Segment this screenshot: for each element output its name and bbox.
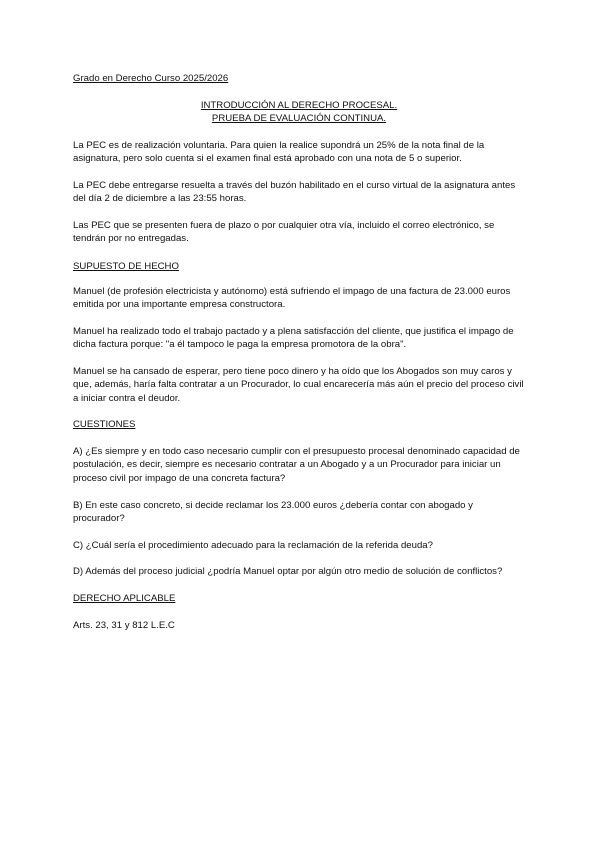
intro-paragraph-2: La PEC debe entregarse resuelta a través del buzón habilitado en el curso virtual de la asignatura antes del día 2 de diciembre a las 23:55 horas. <box>73 180 516 205</box>
intro-paragraph-1: La PEC es de realización voluntaria. Para quien la realice supondrá un 25% de la nota final de la asignatura, pero solo cuenta si el examen final está aprobado con una nota de 5 o superior. <box>73 140 485 165</box>
questions-heading: CUESTIONES <box>73 419 136 430</box>
law-text: Arts. 23, 31 y 812 L.E.C <box>73 620 175 631</box>
question-d: D) Además del proceso judicial ¿podría Manuel optar por algún otro medio de solución de conflictos? <box>73 566 503 577</box>
facts-paragraph-2: Manuel ha realizado todo el trabajo pactado y a plena satisfacción del cliente, que justifica el impago de dicha factura porque: "a él tampoco le paga la empresa promotora de la obra". <box>73 326 514 351</box>
question-b: B) En este caso concreto, si decide reclamar los 23.000 euros ¿debería contar con abogado y procurador? <box>73 500 473 525</box>
facts-heading: SUPUESTO DE HECHO <box>73 261 179 272</box>
title-line-2: PRUEBA DE EVALUACIÓN CONTINUA. <box>211 113 387 124</box>
title-line-1: INTRODUCCIÓN AL DERECHO PROCESAL. <box>200 100 398 111</box>
question-c: C) ¿Cuál sería el procedimiento adecuado para la reclamación de la referida deuda? <box>73 540 433 551</box>
facts-paragraph-1: Manuel (de profesión electricista y autónomo) está sufriendo el impago de una factura de 23.000 euros emitida por una importante empresa constructora. <box>73 286 511 311</box>
law-heading: DERECHO APLICABLE <box>73 593 176 604</box>
facts-paragraph-3: Manuel se ha cansado de esperar, pero tiene poco dinero y ha oído que los Abogados son muy caros y que, además, haría falta contratar a un Procurador, lo cual encarecería más aún el precio del proceso civil a iniciar contra el deudor. <box>73 366 524 404</box>
course-line: Grado en Derecho Curso 2025/2026 <box>73 73 229 84</box>
question-a: A) ¿Es siempre y en todo caso necesario cumplir con el presupuesto procesal denominado capacidad de postulación, es decir, siempre es necesario contratar a un Abogado y a un Procurador para iniciar un proceso civil por impago de una concreta factura? <box>73 446 520 484</box>
intro-paragraph-3: Las PEC que se presenten fuera de plazo o por cualquier otra vía, incluido el correo electrónico, se tendrán por no entregadas. <box>73 220 495 245</box>
